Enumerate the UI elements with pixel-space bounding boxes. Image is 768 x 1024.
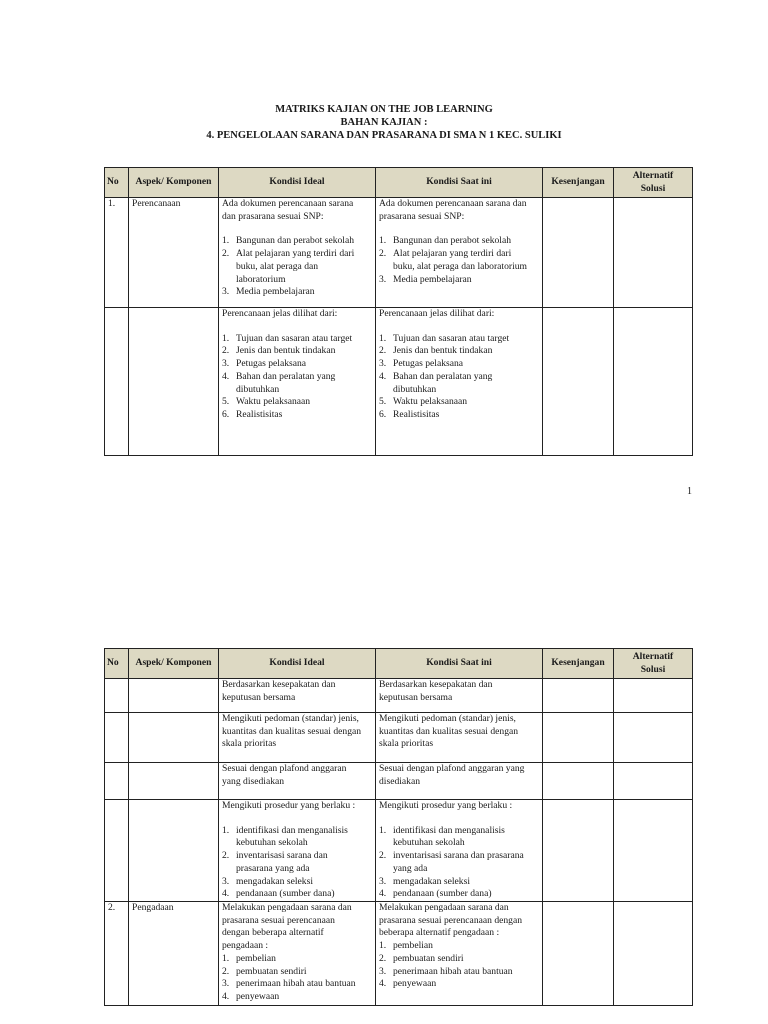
title-line-3: 4. PENGELOLAAN SARANA DAN PRASARANA DI SMA N 1 KEC. SULIKI — [206, 130, 562, 141]
table-header-row — [105, 649, 693, 679]
header-aspek: Aspek/ Komponen — [129, 168, 219, 198]
header-alternatif-solusi — [614, 649, 693, 679]
list-item: 1. identifikasi dan menganalisis kebutuhan sekolah — [379, 824, 505, 849]
cell-alternatif-solusi — [614, 308, 693, 456]
list-item: 4. pendanaan (sumber dana) — [222, 888, 335, 900]
list-item: 4. penyewaan — [222, 990, 280, 1002]
header-alternatif-solusi — [614, 168, 693, 198]
table-row — [105, 308, 693, 456]
table-row — [105, 902, 693, 1006]
list-item: 3. Media pembelajaran — [379, 273, 472, 285]
header-kesenjangan: Kesenjangan — [543, 168, 614, 198]
cell-aspek — [129, 763, 219, 800]
numbered-list — [379, 940, 539, 991]
list-item: 2. Alat pelajaran yang terdiri dari buku, alat peraga dan laboratorium — [379, 248, 527, 272]
numbered-list — [222, 333, 372, 422]
cell-no — [105, 713, 129, 763]
list-item: 3. penerimaan hibah atau bantuan — [379, 965, 513, 977]
table-row — [105, 198, 693, 308]
title-line-1: MATRIKS KAJIAN ON THE JOB LEARNING — [275, 104, 493, 115]
list-item: 1. Bangunan dan perabot sekolah — [379, 235, 512, 247]
cell-alternatif-solusi — [614, 198, 693, 308]
title-line-2: BAHAN KAJIAN : — [340, 117, 428, 128]
cell-kondisi-ideal — [219, 198, 376, 308]
header-alternatif: Alternatif — [632, 169, 674, 181]
list-item: 3. Media pembelajaran — [222, 286, 315, 298]
list-item: 4. pendanaan (sumber dana) — [379, 888, 492, 900]
cell-kondisi-saat-ini — [376, 800, 543, 902]
list-item: 2. pembuatan sendiri — [379, 952, 464, 964]
list-item: 3. mengadakan seleksi — [379, 875, 470, 887]
numbered-list — [379, 825, 539, 901]
cell-no — [105, 800, 129, 902]
list-item: 1. identifikasi dan menganalisis kebutuhan sekolah — [222, 824, 348, 849]
list-item: 1. Tujuan dan sasaran atau target — [379, 332, 510, 344]
cell-kesenjangan — [543, 763, 614, 800]
cell-kesenjangan — [543, 308, 614, 456]
cell-intro: Perencanaan jelas dilihat dari: — [379, 308, 495, 319]
list-item: 6. Realistisitas — [379, 408, 440, 420]
cell-kondisi-saat-ini: Sesuai dengan plafond anggaran yang disediakan — [376, 763, 543, 800]
cell-intro: Perencanaan jelas dilihat dari: — [222, 308, 338, 319]
document-title — [0, 103, 768, 142]
list-item: 3. Petugas pelaksana — [379, 358, 464, 370]
cell-alternatif-solusi — [614, 679, 693, 713]
cell-kondisi-ideal: Berdasarkan kesepakatan dan keputusan bersama — [219, 679, 376, 713]
list-item: 4. penyewaan — [379, 978, 437, 990]
header-no: No — [105, 649, 129, 679]
list-item: 2. inventarisasi sarana dan prasarana yang ada — [222, 850, 328, 874]
cell-kondisi-saat-ini: Mengikuti pedoman (standar) jenis, kuantitas dan kualitas sesuai dengan skala prioritas — [376, 713, 543, 763]
cell-no — [105, 679, 129, 713]
list-item: 3. mengadakan seleksi — [222, 875, 313, 887]
cell-kondisi-ideal — [219, 308, 376, 456]
list-item: 2. Jenis dan bentuk tindakan — [222, 345, 336, 357]
cell-no — [105, 763, 129, 800]
cell-kondisi-ideal: Sesuai dengan plafond anggaran yang disediakan — [219, 763, 376, 800]
cell-aspek — [129, 308, 219, 456]
cell-no — [105, 308, 129, 456]
cell-alternatif-solusi — [614, 800, 693, 902]
table-header-row — [105, 168, 693, 198]
numbered-list — [379, 333, 539, 422]
cell-alternatif-solusi — [614, 902, 693, 1006]
cell-aspek — [129, 713, 219, 763]
cell-intro: Mengikuti prosedur yang berlaku : — [379, 800, 513, 811]
header-kesenjangan: Kesenjangan — [543, 649, 614, 679]
header-no: No — [105, 168, 129, 198]
page-number: 1 — [687, 486, 692, 497]
list-item: 1. pembelian — [379, 940, 433, 952]
list-item: 1. Bangunan dan perabot sekolah — [222, 235, 355, 247]
header-solusi: Solusi — [640, 663, 666, 675]
cell-aspek — [129, 679, 219, 713]
cell-intro: Ada dokumen perencanaan sarana — [222, 198, 354, 209]
numbered-list — [222, 825, 372, 901]
cell-kesenjangan — [543, 902, 614, 1006]
cell-kondisi-ideal: Mengikuti pedoman (standar) jenis, kuantitas dan kualitas sesuai dengan skala prioritas — [219, 713, 376, 763]
cell-no: 1. — [105, 198, 129, 308]
cell-kondisi-saat-ini: Berdasarkan kesepakatan dan keputusan bersama — [376, 679, 543, 713]
list-item: 1. Tujuan dan sasaran atau target — [222, 332, 353, 344]
list-item: 5. Waktu pelaksanaan — [222, 396, 311, 408]
header-kondisi-ideal: Kondisi Ideal — [219, 649, 376, 679]
list-item: 3. penerimaan hibah atau bantuan — [222, 978, 356, 990]
matrix-table-2 — [104, 648, 693, 1006]
header-kondisi-saat-ini: Kondisi Saat ini — [376, 649, 543, 679]
list-item: 2. pembuatan sendiri — [222, 965, 307, 977]
cell-intro: Mengikuti prosedur yang berlaku : — [222, 800, 356, 811]
list-item: 2. Alat pelajaran yang terdiri dari buku, alat peraga dan laboratorium — [222, 248, 355, 285]
header-kondisi-saat-ini: Kondisi Saat ini — [376, 168, 543, 198]
header-kondisi-ideal: Kondisi Ideal — [219, 168, 376, 198]
header-aspek: Aspek/ Komponen — [129, 649, 219, 679]
numbered-list — [222, 235, 372, 299]
numbered-list — [379, 235, 539, 286]
list-item: 4. Bahan dan peralatan yang dibutuhkan — [379, 370, 493, 395]
cell-kesenjangan — [543, 679, 614, 713]
cell-kondisi-ideal: Melakukan pengadaan sarana dan prasarana sesuai perencanaan dengan beberapa alternatif pengadaan : 1. pembelian 2. pembuatan sendiri 3. penerimaan hibah atau bantuan 4. penyewaan — [219, 902, 376, 1006]
header-alternatif: Alternatif — [632, 650, 674, 662]
cell-kondisi-saat-ini — [376, 308, 543, 456]
cell-kondisi-saat-ini: Melakukan pengadaan sarana dan prasarana sesuai perencanaan dengan beberapa alternatif pengadaan : 1. pembelian 2. pembuatan sendiri 3. penerimaan hibah atau bantuan 4. penyewaan — [376, 902, 543, 1006]
cell-kesenjangan — [543, 198, 614, 308]
table-row — [105, 679, 693, 713]
list-item: 6. Realistisitas — [222, 408, 283, 420]
cell-aspek — [129, 800, 219, 902]
cell-aspek: Perencanaan — [129, 198, 219, 308]
list-item: 2. inventarisasi sarana dan prasarana yang ada — [379, 850, 524, 874]
list-item: 2. Jenis dan bentuk tindakan — [379, 345, 493, 357]
table-row — [105, 800, 693, 902]
numbered-list — [222, 953, 372, 1004]
cell-alternatif-solusi — [614, 763, 693, 800]
list-item: 1. pembelian — [222, 952, 276, 964]
cell-kondisi-saat-ini — [376, 198, 543, 308]
matrix-table-1 — [104, 167, 693, 456]
cell-kondisi-ideal — [219, 800, 376, 902]
cell-intro: dan prasarana sesuai SNP: — [222, 210, 324, 222]
cell-intro: prasarana sesuai SNP: — [379, 210, 465, 222]
cell-kesenjangan — [543, 800, 614, 902]
cell-intro: Ada dokumen perencanaan sarana dan — [379, 198, 527, 209]
list-item: 3. Petugas pelaksana — [222, 358, 307, 370]
list-item: 5. Waktu pelaksanaan — [379, 396, 468, 408]
cell-no: 2. — [105, 902, 129, 1006]
cell-kesenjangan — [543, 713, 614, 763]
cell-alternatif-solusi — [614, 713, 693, 763]
cell-aspek: Pengadaan — [129, 902, 219, 1006]
table-row — [105, 713, 693, 763]
header-solusi: Solusi — [640, 182, 666, 194]
list-item: 4. Bahan dan peralatan yang dibutuhkan — [222, 370, 336, 395]
table-row — [105, 763, 693, 800]
